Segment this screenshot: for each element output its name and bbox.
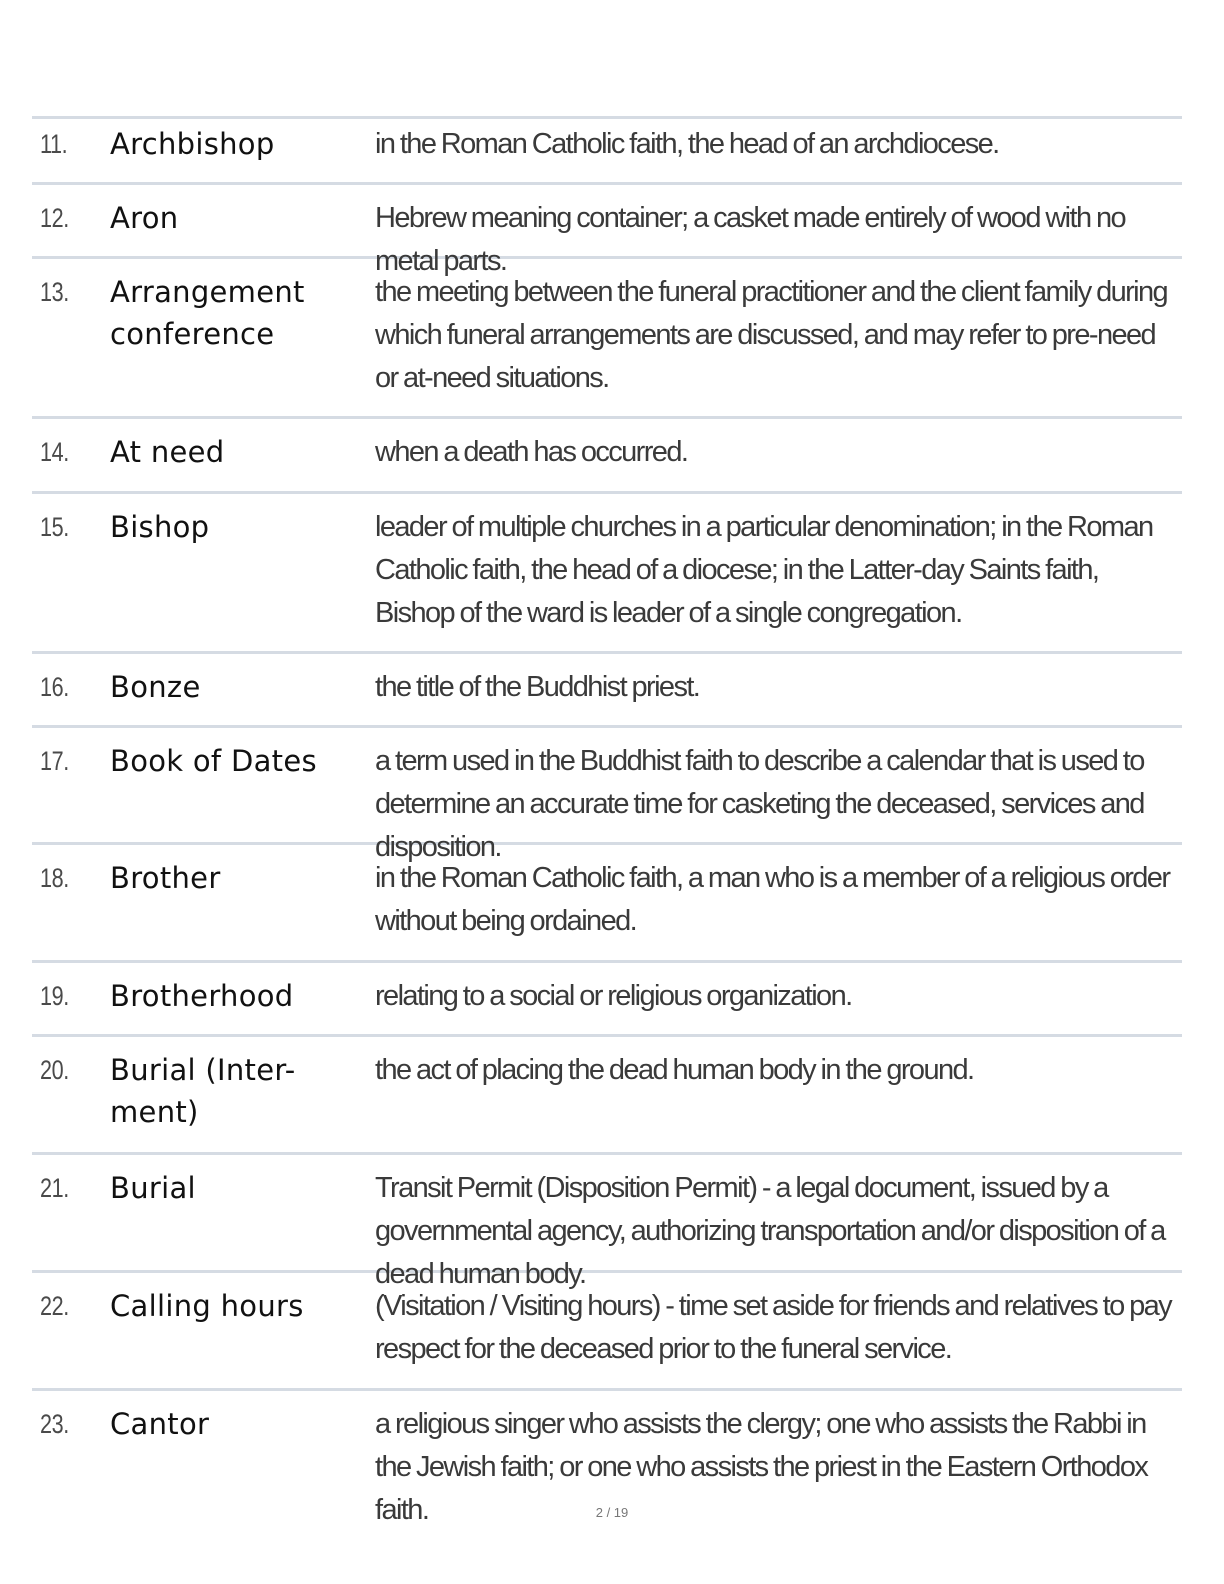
entry-number: 21. <box>40 1173 69 1203</box>
entry-number: 22. <box>40 1291 69 1321</box>
table-row <box>32 494 1182 654</box>
entry-definition: in the Roman Catholic faith, a man who is a member of a religious order without being ordained. <box>375 862 1170 937</box>
entry-definition: Hebrew meaning container; a casket made entirely of wood with no metal parts. <box>375 202 1126 277</box>
table-row <box>32 1037 1182 1155</box>
entry-number: 14. <box>40 437 69 467</box>
table-row <box>32 119 1182 185</box>
entry-definition: Transit Permit (Disposition Permit) - a legal document, issued by a governmental agency, authorizing transportation and/or disposition of a dead human body. <box>375 1172 1165 1290</box>
entry-term: Book of Dates <box>110 744 317 778</box>
entry-number: 13. <box>40 277 69 307</box>
entry-number: 17. <box>40 746 69 776</box>
entry-definition: when a death has occurred. <box>375 436 688 468</box>
entry-number: 19. <box>40 981 69 1011</box>
entry-number: 18. <box>40 863 69 893</box>
table-row <box>32 728 1182 863</box>
entry-definition: a religious singer who assists the clergy; one who assists the Rabbi in the Jewish faith; or one who assists the priest in the Eastern Orthodox faith. <box>375 1408 1148 1526</box>
table-row <box>32 654 1182 728</box>
table-row <box>32 963 1182 1037</box>
entry-definition: the meeting between the funeral practitioner and the client family during which funeral arrangements are discussed, and may refer to pre-need or at-need situations. <box>375 276 1168 394</box>
entry-term: Calling hours <box>110 1289 304 1323</box>
entry-term: Burial (Inter-ment) <box>110 1053 296 1129</box>
entry-term: Cantor <box>110 1407 210 1441</box>
table-row <box>32 1273 1182 1391</box>
entry-term: Aron <box>110 201 179 235</box>
page-indicator: 2 / 19 <box>595 1505 629 1520</box>
entry-definition: (Visitation / Visiting hours) - time set aside for friends and relatives to pay respect for the deceased prior to the funeral service. <box>375 1290 1172 1365</box>
table-row <box>32 185 1182 277</box>
entry-number: 23. <box>40 1409 69 1439</box>
entry-definition: relating to a social or religious organization. <box>375 980 852 1012</box>
entry-term: At need <box>110 435 225 469</box>
entry-term: Bishop <box>110 510 210 544</box>
entry-definition: the act of placing the dead human body in the ground. <box>375 1054 974 1086</box>
table-row <box>32 845 1182 963</box>
table-row <box>32 259 1182 419</box>
entry-number: 11. <box>40 129 68 159</box>
table-row <box>32 1155 1182 1290</box>
entry-term: Brotherhood <box>110 979 294 1013</box>
entry-term: Archbishop <box>110 127 275 161</box>
entry-number: 16. <box>40 672 69 702</box>
entry-term: Burial <box>110 1171 196 1205</box>
entry-definition: in the Roman Catholic faith, the head of an archdiocese. <box>375 128 999 160</box>
entry-definition: a term used in the Buddhist faith to describe a calendar that is used to determine an accurate time for casketing the deceased, services and disposition. <box>375 745 1144 863</box>
entry-number: 12. <box>40 203 69 233</box>
table-row <box>32 419 1182 494</box>
entry-definition: leader of multiple churches in a particular denomination; in the Roman Catholic faith, the head of a diocese; in the Latter-day Saints faith, Bishop of the ward is leader of a single congregation. <box>375 511 1153 629</box>
entry-definition: the title of the Buddhist priest. <box>375 671 700 703</box>
entry-term: Arrangement conference <box>110 275 305 351</box>
entry-number: 20. <box>40 1055 69 1085</box>
entry-term: Brother <box>110 861 221 895</box>
entry-term: Bonze <box>110 670 201 704</box>
entry-number: 15. <box>40 512 69 542</box>
